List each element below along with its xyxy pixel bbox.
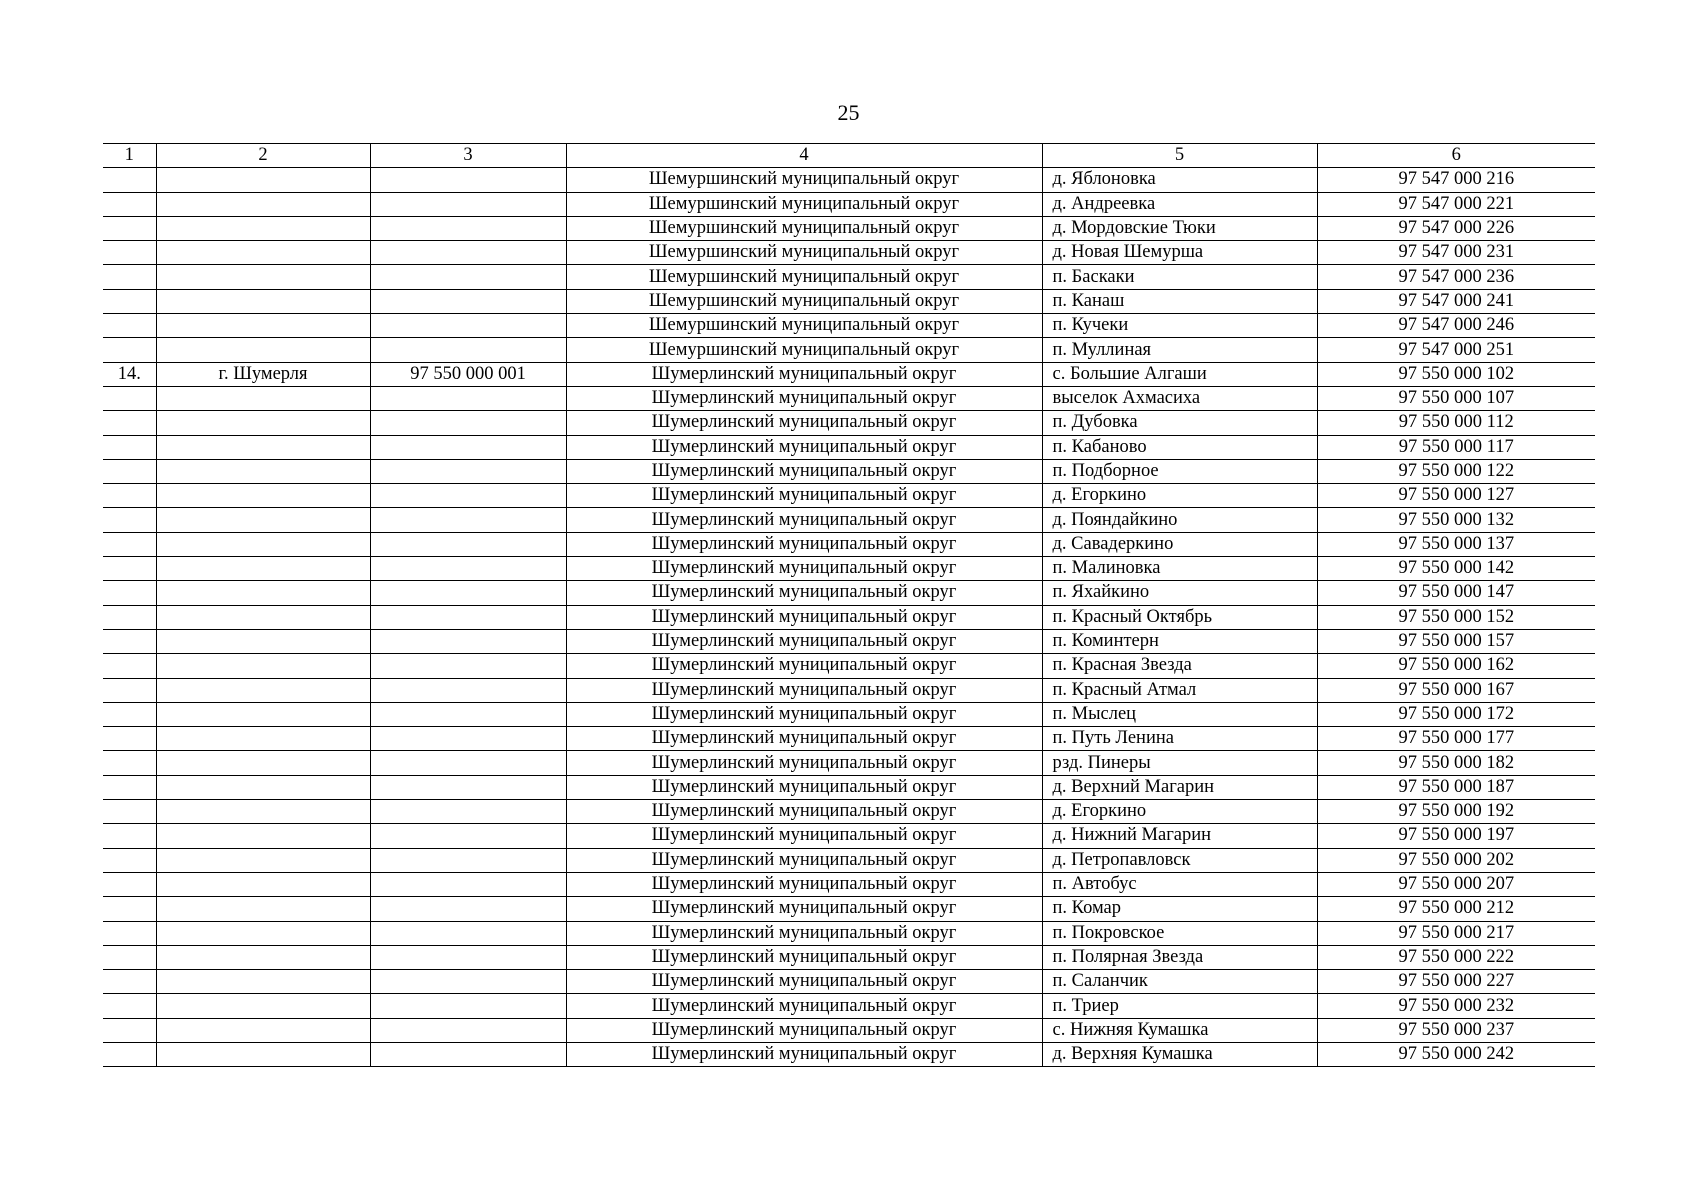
table-row: [103, 557, 1595, 581]
settlement-cell: п. Канаш: [1042, 289, 1317, 313]
oktmo-code-cell: 97 547 000 246: [1317, 314, 1595, 338]
table-row: [103, 289, 1595, 313]
city-code-cell: [370, 484, 566, 508]
oktmo-code-cell: 97 550 000 187: [1317, 775, 1595, 799]
city-cell: [156, 751, 370, 775]
city-cell: [156, 338, 370, 362]
oktmo-code-cell: 97 550 000 192: [1317, 800, 1595, 824]
district-cell: Шумерлинский муниципальный округ: [566, 629, 1042, 653]
settlement-cell: д. Яблоновка: [1042, 168, 1317, 192]
city-cell: [156, 508, 370, 532]
city-code-cell: [370, 945, 566, 969]
row-number-cell: [103, 265, 156, 289]
column-header-2: 2: [156, 144, 370, 168]
settlement-cell: д. Егоркино: [1042, 484, 1317, 508]
oktmo-code-cell: 97 550 000 212: [1317, 897, 1595, 921]
city-cell: [156, 1042, 370, 1066]
city-cell: [156, 970, 370, 994]
district-cell: Шумерлинский муниципальный округ: [566, 386, 1042, 410]
settlement-cell: д. Андреевка: [1042, 192, 1317, 216]
city-code-cell: [370, 921, 566, 945]
city-cell: [156, 994, 370, 1018]
city-cell: [156, 629, 370, 653]
table-row: [103, 775, 1595, 799]
city-code-cell: [370, 532, 566, 556]
table-row: [103, 654, 1595, 678]
oktmo-code-cell: 97 547 000 241: [1317, 289, 1595, 313]
table-row: [103, 751, 1595, 775]
oktmo-code-cell: 97 550 000 132: [1317, 508, 1595, 532]
row-number-cell: [103, 629, 156, 653]
city-code-cell: [370, 338, 566, 362]
oktmo-code-cell: 97 550 000 207: [1317, 872, 1595, 896]
district-cell: Шумерлинский муниципальный округ: [566, 945, 1042, 969]
city-cell: [156, 872, 370, 896]
city-cell: [156, 314, 370, 338]
district-cell: Шумерлинский муниципальный округ: [566, 532, 1042, 556]
city-code-cell: [370, 386, 566, 410]
district-cell: Шемуршинский муниципальный округ: [566, 314, 1042, 338]
city-cell: г. Шумерля: [156, 362, 370, 386]
oktmo-code-cell: 97 550 000 107: [1317, 386, 1595, 410]
table-row: [103, 678, 1595, 702]
city-code-cell: [370, 872, 566, 896]
table-row: [103, 168, 1595, 192]
city-code-cell: [370, 435, 566, 459]
oktmo-code-cell: 97 550 000 167: [1317, 678, 1595, 702]
column-header-3: 3: [370, 144, 566, 168]
city-cell: [156, 168, 370, 192]
city-code-cell: [370, 168, 566, 192]
city-cell: [156, 678, 370, 702]
settlement-cell: д. Верхняя Кумашка: [1042, 1042, 1317, 1066]
column-header-5: 5: [1042, 144, 1317, 168]
city-code-cell: [370, 459, 566, 483]
settlement-cell: п. Комар: [1042, 897, 1317, 921]
city-code-cell: [370, 800, 566, 824]
table-body: [103, 168, 1595, 1067]
table-row: [103, 314, 1595, 338]
district-cell: Шемуршинский муниципальный округ: [566, 168, 1042, 192]
settlement-cell: д. Нижний Магарин: [1042, 824, 1317, 848]
settlement-cell: п. Кучеки: [1042, 314, 1317, 338]
city-code-cell: [370, 1018, 566, 1042]
settlement-cell: д. Петропавловск: [1042, 848, 1317, 872]
row-number-cell: [103, 314, 156, 338]
row-number-cell: [103, 241, 156, 265]
district-cell: Шумерлинский муниципальный округ: [566, 654, 1042, 678]
table-row: [103, 411, 1595, 435]
city-code-cell: [370, 289, 566, 313]
row-number-cell: [103, 532, 156, 556]
oktmo-code-cell: 97 550 000 112: [1317, 411, 1595, 435]
district-cell: Шумерлинский муниципальный округ: [566, 411, 1042, 435]
row-number-cell: [103, 508, 156, 532]
row-number-cell: [103, 557, 156, 581]
city-cell: [156, 824, 370, 848]
settlement-cell: п. Автобус: [1042, 872, 1317, 896]
city-cell: [156, 386, 370, 410]
row-number-cell: [103, 484, 156, 508]
oktmo-code-cell: 97 550 000 122: [1317, 459, 1595, 483]
city-cell: [156, 897, 370, 921]
table-row: [103, 532, 1595, 556]
district-cell: Шумерлинский муниципальный округ: [566, 1042, 1042, 1066]
table-row: [103, 824, 1595, 848]
district-cell: Шумерлинский муниципальный округ: [566, 897, 1042, 921]
row-number-cell: [103, 872, 156, 896]
table-row: [103, 265, 1595, 289]
city-code-cell: [370, 727, 566, 751]
district-cell: Шумерлинский муниципальный округ: [566, 702, 1042, 726]
table-row: [103, 605, 1595, 629]
city-cell: [156, 435, 370, 459]
oktmo-code-cell: 97 550 000 202: [1317, 848, 1595, 872]
city-code-cell: 97 550 000 001: [370, 362, 566, 386]
table-row: [103, 994, 1595, 1018]
settlement-cell: с. Большие Алгаши: [1042, 362, 1317, 386]
table-row: [103, 484, 1595, 508]
oktmo-code-cell: 97 547 000 221: [1317, 192, 1595, 216]
oktmo-code-cell: 97 550 000 182: [1317, 751, 1595, 775]
city-code-cell: [370, 1042, 566, 1066]
row-number-cell: [103, 702, 156, 726]
table-row: [103, 386, 1595, 410]
district-cell: Шумерлинский муниципальный округ: [566, 459, 1042, 483]
table-row: [103, 581, 1595, 605]
city-cell: [156, 265, 370, 289]
table-row: [103, 800, 1595, 824]
city-cell: [156, 727, 370, 751]
oktmo-code-cell: 97 550 000 147: [1317, 581, 1595, 605]
city-code-cell: [370, 824, 566, 848]
city-code-cell: [370, 751, 566, 775]
oktmo-code-cell: 97 550 000 117: [1317, 435, 1595, 459]
city-cell: [156, 484, 370, 508]
city-cell: [156, 532, 370, 556]
oktmo-code-cell: 97 550 000 102: [1317, 362, 1595, 386]
table-row: [103, 897, 1595, 921]
settlement-cell: п. Саланчик: [1042, 970, 1317, 994]
city-cell: [156, 289, 370, 313]
row-number-cell: [103, 848, 156, 872]
row-number-cell: [103, 581, 156, 605]
settlement-cell: п. Покровское: [1042, 921, 1317, 945]
district-cell: Шумерлинский муниципальный округ: [566, 921, 1042, 945]
table-row: [103, 848, 1595, 872]
settlement-cell: д. Пояндайкино: [1042, 508, 1317, 532]
district-cell: Шумерлинский муниципальный округ: [566, 848, 1042, 872]
settlement-cell: п. Красная Звезда: [1042, 654, 1317, 678]
column-header-1: 1: [103, 144, 156, 168]
city-code-cell: [370, 411, 566, 435]
oktmo-code-cell: 97 550 000 177: [1317, 727, 1595, 751]
city-code-cell: [370, 970, 566, 994]
settlement-cell: п. Триер: [1042, 994, 1317, 1018]
row-number-cell: [103, 727, 156, 751]
oktmo-code-cell: 97 550 000 227: [1317, 970, 1595, 994]
district-cell: Шумерлинский муниципальный округ: [566, 872, 1042, 896]
city-code-cell: [370, 581, 566, 605]
oktmo-code-cell: 97 550 000 137: [1317, 532, 1595, 556]
city-cell: [156, 241, 370, 265]
settlement-cell: п. Подборное: [1042, 459, 1317, 483]
table-row: [103, 338, 1595, 362]
city-code-cell: [370, 605, 566, 629]
table-row: [103, 216, 1595, 240]
city-code-cell: [370, 314, 566, 338]
city-cell: [156, 775, 370, 799]
city-cell: [156, 459, 370, 483]
district-cell: Шумерлинский муниципальный округ: [566, 775, 1042, 799]
oktmo-code-cell: 97 550 000 197: [1317, 824, 1595, 848]
row-number-cell: [103, 338, 156, 362]
table-row: [103, 970, 1595, 994]
city-cell: [156, 848, 370, 872]
city-cell: [156, 605, 370, 629]
city-code-cell: [370, 897, 566, 921]
table-row: [103, 727, 1595, 751]
district-cell: Шумерлинский муниципальный округ: [566, 751, 1042, 775]
row-number-cell: [103, 994, 156, 1018]
page-number: 25: [837, 100, 860, 125]
district-cell: Шумерлинский муниципальный округ: [566, 824, 1042, 848]
settlement-cell: п. Кабаново: [1042, 435, 1317, 459]
table-row: [103, 1018, 1595, 1042]
city-cell: [156, 921, 370, 945]
district-cell: Шумерлинский муниципальный округ: [566, 362, 1042, 386]
city-code-cell: [370, 265, 566, 289]
settlement-cell: д. Верхний Магарин: [1042, 775, 1317, 799]
settlement-cell: д. Егоркино: [1042, 800, 1317, 824]
settlement-cell: д. Мордовские Тюки: [1042, 216, 1317, 240]
row-number-cell: [103, 435, 156, 459]
settlement-cell: п. Путь Ленина: [1042, 727, 1317, 751]
settlement-cell: рзд. Пинеры: [1042, 751, 1317, 775]
table-row: [103, 629, 1595, 653]
oktmo-code-cell: 97 550 000 232: [1317, 994, 1595, 1018]
table-row: [103, 435, 1595, 459]
settlement-cell: п. Малиновка: [1042, 557, 1317, 581]
settlement-cell: п. Яхайкино: [1042, 581, 1317, 605]
city-cell: [156, 216, 370, 240]
city-code-cell: [370, 994, 566, 1018]
row-number-cell: [103, 1018, 156, 1042]
district-cell: Шумерлинский муниципальный округ: [566, 605, 1042, 629]
row-number-cell: 14.: [103, 362, 156, 386]
row-number-cell: [103, 459, 156, 483]
table-row: [103, 1042, 1595, 1066]
row-number-cell: [103, 192, 156, 216]
column-header-6: 6: [1317, 144, 1595, 168]
oktmo-code-cell: 97 547 000 216: [1317, 168, 1595, 192]
district-cell: Шумерлинский муниципальный округ: [566, 581, 1042, 605]
district-cell: Шемуршинский муниципальный округ: [566, 192, 1042, 216]
city-code-cell: [370, 216, 566, 240]
city-code-cell: [370, 654, 566, 678]
row-number-cell: [103, 751, 156, 775]
oktmo-code-cell: 97 550 000 222: [1317, 945, 1595, 969]
oktmo-code-cell: 97 547 000 226: [1317, 216, 1595, 240]
settlement-cell: с. Нижняя Кумашка: [1042, 1018, 1317, 1042]
oktmo-code-cell: 97 550 000 242: [1317, 1042, 1595, 1066]
table-row: [103, 241, 1595, 265]
settlements-table: [103, 143, 1595, 1067]
district-cell: Шемуршинский муниципальный округ: [566, 289, 1042, 313]
oktmo-code-cell: 97 550 000 172: [1317, 702, 1595, 726]
row-number-cell: [103, 386, 156, 410]
city-code-cell: [370, 775, 566, 799]
settlement-cell: п. Коминтерн: [1042, 629, 1317, 653]
city-code-cell: [370, 557, 566, 581]
city-code-cell: [370, 508, 566, 532]
settlement-cell: п. Дубовка: [1042, 411, 1317, 435]
district-cell: Шемуршинский муниципальный округ: [566, 338, 1042, 362]
oktmo-code-cell: 97 550 000 162: [1317, 654, 1595, 678]
row-number-cell: [103, 921, 156, 945]
city-cell: [156, 581, 370, 605]
table-row: [103, 921, 1595, 945]
settlement-cell: д. Новая Шемурша: [1042, 241, 1317, 265]
city-code-cell: [370, 192, 566, 216]
city-code-cell: [370, 241, 566, 265]
city-cell: [156, 800, 370, 824]
city-code-cell: [370, 702, 566, 726]
settlement-cell: выселок Ахмасиха: [1042, 386, 1317, 410]
oktmo-code-cell: 97 550 000 157: [1317, 629, 1595, 653]
oktmo-code-cell: 97 550 000 142: [1317, 557, 1595, 581]
settlement-cell: п. Баскаки: [1042, 265, 1317, 289]
row-number-cell: [103, 678, 156, 702]
row-number-cell: [103, 897, 156, 921]
row-number-cell: [103, 411, 156, 435]
row-number-cell: [103, 168, 156, 192]
oktmo-code-cell: 97 550 000 127: [1317, 484, 1595, 508]
oktmo-code-cell: 97 547 000 236: [1317, 265, 1595, 289]
district-cell: Шумерлинский муниципальный округ: [566, 508, 1042, 532]
row-number-cell: [103, 216, 156, 240]
district-cell: Шумерлинский муниципальный округ: [566, 970, 1042, 994]
row-number-cell: [103, 970, 156, 994]
district-cell: Шумерлинский муниципальный округ: [566, 435, 1042, 459]
city-cell: [156, 654, 370, 678]
oktmo-code-cell: 97 550 000 237: [1317, 1018, 1595, 1042]
table-row: [103, 459, 1595, 483]
city-cell: [156, 192, 370, 216]
city-cell: [156, 1018, 370, 1042]
table-row: [103, 872, 1595, 896]
city-cell: [156, 557, 370, 581]
district-cell: Шумерлинский муниципальный округ: [566, 557, 1042, 581]
row-number-cell: [103, 775, 156, 799]
table-row: [103, 508, 1595, 532]
city-code-cell: [370, 678, 566, 702]
settlement-cell: д. Савадеркино: [1042, 532, 1317, 556]
district-cell: Шумерлинский муниципальный округ: [566, 678, 1042, 702]
row-number-cell: [103, 824, 156, 848]
table-row: [103, 702, 1595, 726]
settlement-cell: п. Красный Атмал: [1042, 678, 1317, 702]
row-number-cell: [103, 945, 156, 969]
row-number-cell: [103, 289, 156, 313]
oktmo-code-cell: 97 547 000 231: [1317, 241, 1595, 265]
district-cell: Шемуршинский муниципальный округ: [566, 241, 1042, 265]
column-header-4: 4: [566, 144, 1042, 168]
district-cell: Шумерлинский муниципальный округ: [566, 800, 1042, 824]
city-cell: [156, 702, 370, 726]
table-row: [103, 362, 1595, 386]
district-cell: Шумерлинский муниципальный округ: [566, 727, 1042, 751]
settlement-cell: п. Мыслец: [1042, 702, 1317, 726]
oktmo-code-cell: 97 550 000 217: [1317, 921, 1595, 945]
district-cell: Шумерлинский муниципальный округ: [566, 1018, 1042, 1042]
city-code-cell: [370, 629, 566, 653]
district-cell: Шемуршинский муниципальный округ: [566, 265, 1042, 289]
row-number-cell: [103, 800, 156, 824]
row-number-cell: [103, 605, 156, 629]
settlement-cell: п. Красный Октябрь: [1042, 605, 1317, 629]
settlement-cell: п. Полярная Звезда: [1042, 945, 1317, 969]
row-number-cell: [103, 654, 156, 678]
city-cell: [156, 411, 370, 435]
city-cell: [156, 945, 370, 969]
table-row: [103, 945, 1595, 969]
header-row: [103, 144, 1595, 168]
table-row: [103, 192, 1595, 216]
city-code-cell: [370, 848, 566, 872]
settlement-cell: п. Муллиная: [1042, 338, 1317, 362]
district-cell: Шумерлинский муниципальный округ: [566, 484, 1042, 508]
district-cell: Шумерлинский муниципальный округ: [566, 994, 1042, 1018]
oktmo-code-cell: 97 547 000 251: [1317, 338, 1595, 362]
district-cell: Шемуршинский муниципальный округ: [566, 216, 1042, 240]
oktmo-code-cell: 97 550 000 152: [1317, 605, 1595, 629]
row-number-cell: [103, 1042, 156, 1066]
